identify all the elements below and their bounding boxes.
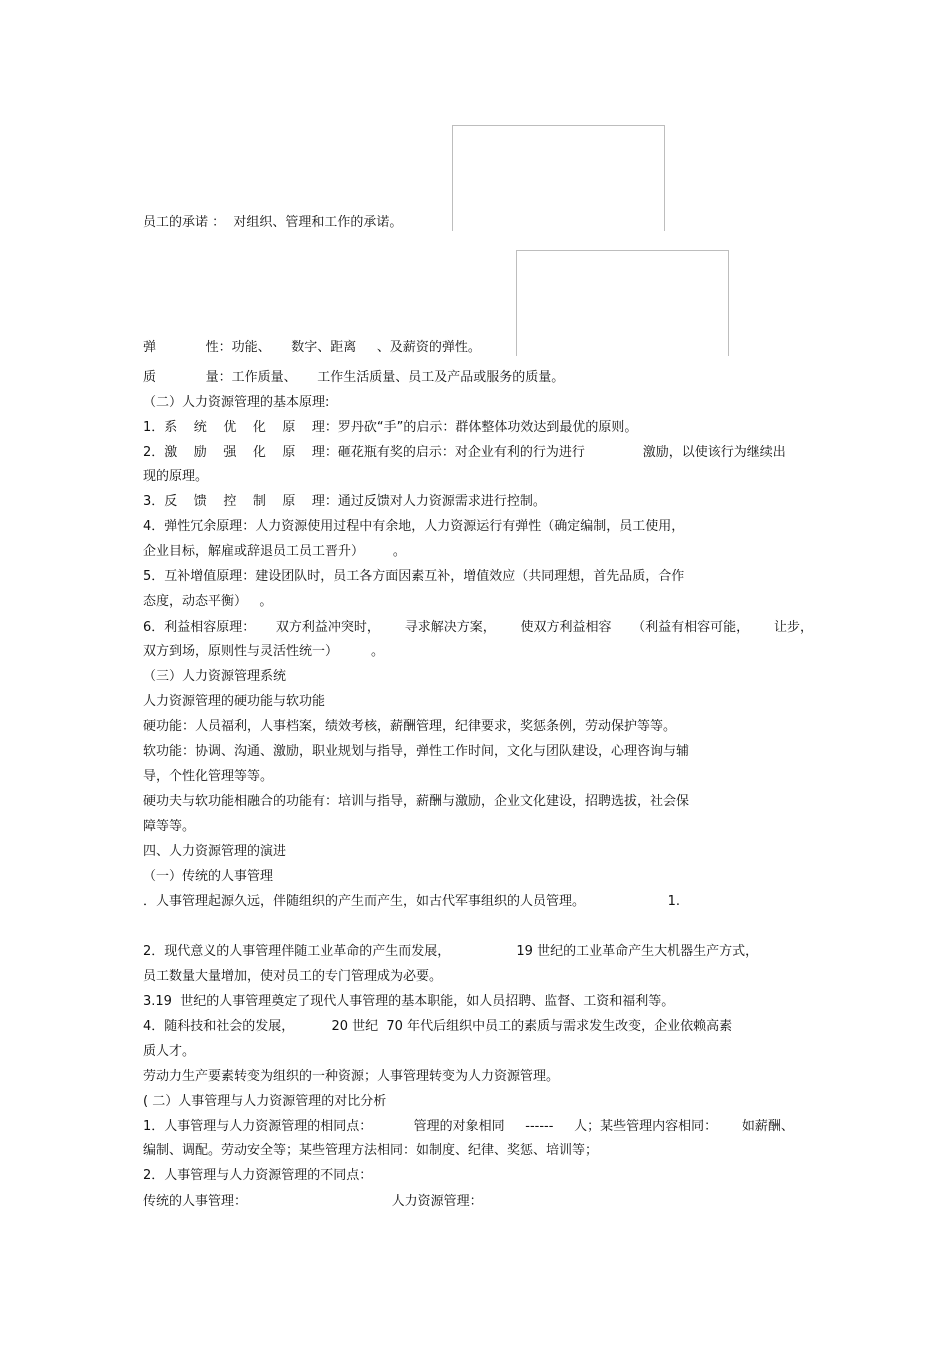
section-heading: （一）传统的人事管理 xyxy=(143,869,274,884)
section-heading: （二）人力资源管理的基本原理: xyxy=(143,395,330,410)
text-line: 6．利益相容原理： 双方利益冲突时， 寻求解决方案， 使双方利益相容 （利益有相容可能， 让步， xyxy=(143,620,813,635)
text-line: 5．互补增值原理：建设团队时，员工各方面因素互补，增值效应（共同理想，首先品质，合作 xyxy=(143,569,685,584)
text-line: 障等等。 xyxy=(143,819,196,834)
section-heading: （三）人力资源管理系统 xyxy=(143,669,287,684)
text-line: 双方到场，原则性与灵活性统一） 。 xyxy=(143,644,385,659)
text-line: 3.19 世纪的人事管理奠定了现代人事管理的基本职能，如人员招聘、监督、工资和福利等。 xyxy=(143,994,675,1009)
section-heading: ( 二）人事管理与人力资源管理的对比分析 xyxy=(143,1094,387,1109)
image-placeholder-frame xyxy=(516,250,729,356)
text-line: 1．人事管理与人力资源管理的相同点： 管理的对象相同 ------ 人；某些管理内容相同： 如薪酬、 xyxy=(143,1119,794,1134)
text-line: 员工数量大量增加，使对员工的专门管理成为必要。 xyxy=(143,969,443,984)
text-line: 质 量：工作质量、 工作生活质量、员工及产品或服务的质量。 xyxy=(143,370,565,385)
text-line: 企业目标，解雇或辞退员工员工晋升） 。 xyxy=(143,544,406,559)
text-line: 4．弹性冗余原理：人力资源使用过程中有余地，人力资源运行有弹性（确定编制，员工使用， xyxy=(143,519,685,534)
text-line: 人力资源管理的硬功能与软功能 xyxy=(143,694,326,709)
text-line: 编制、调配。劳动安全等；某些管理方法相同：如制度、纪律、奖惩、培训等； xyxy=(143,1143,599,1158)
text-line: 2．激 励 强 化 原 理：砸花瓶有奖的启示：对企业有利的行为进行 激励，以使该行为继续出 xyxy=(143,445,786,460)
text-line: 4．随科技和社会的发展， 20 世纪 70 年代后组织中员工的素质与需求发生改变，企业依赖高素 xyxy=(143,1019,733,1034)
text-line: 1．系 统 优 化 原 理：罗丹砍“手”的启示：群体整体功效达到最优的原则。 xyxy=(143,420,638,435)
text-line: 软功能：协调、沟通、激励，职业规划与指导，弹性工作时间，文化与团队建设，心理咨询与辅 xyxy=(143,744,690,759)
text-line: 2．现代意义的人事管理伴随工业革命的产生而发展， 19 世纪的工业革命产生大机器生产方式， xyxy=(143,944,759,959)
text-line: 态度，动态平衡） 。 xyxy=(143,594,273,609)
text-line: 2．人事管理与人力资源管理的不同点： xyxy=(143,1168,373,1183)
image-placeholder-frame xyxy=(452,125,665,231)
text-line: ．人事管理起源久远，伴随组织的产生而产生，如古代军事组织的人员管理。 1. xyxy=(143,894,681,909)
text-line: 3．反 馈 控 制 原 理：通过反馈对人力资源需求进行控制。 xyxy=(143,494,546,509)
text-line: 员工的承诺 ： 对组织、管理和工作的承诺。 xyxy=(143,215,403,230)
text-line: 弹 性：功能、 数字、距离 、及薪资的弹性。 xyxy=(143,340,481,355)
section-heading: 四、人力资源管理的演进 xyxy=(143,844,287,859)
text-line: 质人才。 xyxy=(143,1044,196,1059)
text-line: 硬功能：人员福利，人事档案，绩效考核，薪酬管理，纪律要求，奖惩条例，劳动保护等等。 xyxy=(143,719,677,734)
text-line: 劳动力生产要素转变为组织的一种资源；人事管理转变为人力资源管理。 xyxy=(143,1069,560,1084)
text-line: 导，个性化管理等等。 xyxy=(143,769,274,784)
text-line: 现的原理。 xyxy=(143,469,209,484)
text-line: 硬功夫与软功能相融合的功能有：培训与指导，薪酬与激励，企业文化建设，招聘选拔，社会保 xyxy=(143,794,690,809)
text-line: 传统的人事管理： 人力资源管理： xyxy=(143,1194,483,1209)
